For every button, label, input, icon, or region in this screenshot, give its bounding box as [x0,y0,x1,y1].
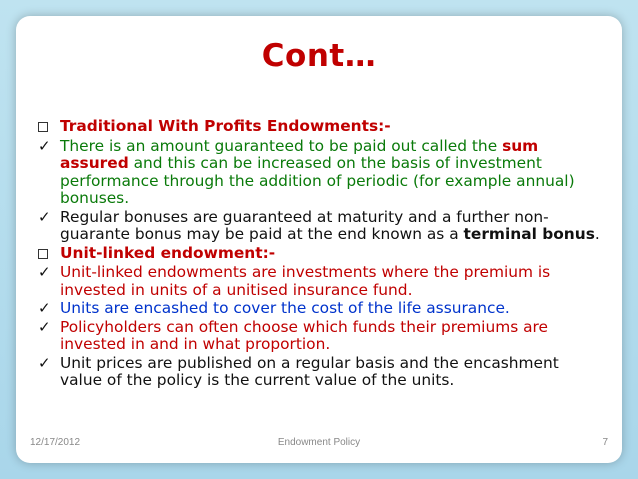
bullet-text-segment: Unit-linked endowments are investments where the premium is invested in units of a unitised insurance fund. [60,263,551,299]
checkmark-icon: ✓ [38,299,51,317]
bullet-text [60,118,604,136]
bullet-text-segment: Policyholders can often choose which funds their premiums are invested in and in what proportion. [60,317,549,353]
slide-footer [16,437,622,453]
bullet-item [38,319,604,354]
bullet-text-segment: Unit-linked endowment:- [60,243,276,262]
bullet-text [60,264,604,299]
footer-title: Endowment Policy [277,437,361,448]
checkmark-icon: ✓ [38,136,51,155]
bullet-text [60,245,604,263]
bullet-text-segment: sum assured [60,136,539,172]
bullet-text-segment: Traditional With Profits Endowments:- [60,117,391,135]
bullet-text-segment: There is an amount guaranteed to be paid out called the [60,136,503,155]
bullet-text-segment: Regular bonuses are guaranteed at maturity and a further non-guarante bonus may be paid at the end known as a [60,207,549,243]
checkmark-icon: ✓ [38,207,51,226]
bullet-text-segment: . [594,225,600,243]
bullet-text [60,319,604,354]
square-bullet-icon [38,245,60,264]
bullet-text-segment: and this can be increased on the basis of investment performance through the addition of periodic (for example annual) bonuses. [60,154,575,207]
bullet-item [38,264,604,299]
checkmark-icon: ✓ [38,353,51,372]
bullet-text [60,138,604,208]
checkmark-icon: ✓ [38,317,51,336]
bullet-item [38,300,604,318]
square-bullet-icon [38,118,60,137]
bullet-item [38,118,604,137]
slide-title: Cont… [261,38,377,74]
bullet-text-segment: Units are encashed to cover the cost of the life assurance. [60,299,510,317]
bullet-item [38,245,604,264]
bullet-text [60,300,604,318]
bullet-item [38,138,604,208]
checkmark-icon: ✓ [38,263,51,281]
bullet-item [38,209,604,244]
page-number: 7 [602,437,608,448]
bullet-text [60,209,604,244]
slide-content-area [16,16,622,463]
bullet-text-segment: Unit prices are published on a regular basis and the encashment value of the policy is the current value of the units. [60,353,559,389]
bullet-item [38,355,604,390]
bullet-text-segment: terminal bonus [463,225,595,243]
bullet-list [38,118,604,390]
bullet-text [60,355,604,390]
footer-date: 12/17/2012 [30,437,81,448]
